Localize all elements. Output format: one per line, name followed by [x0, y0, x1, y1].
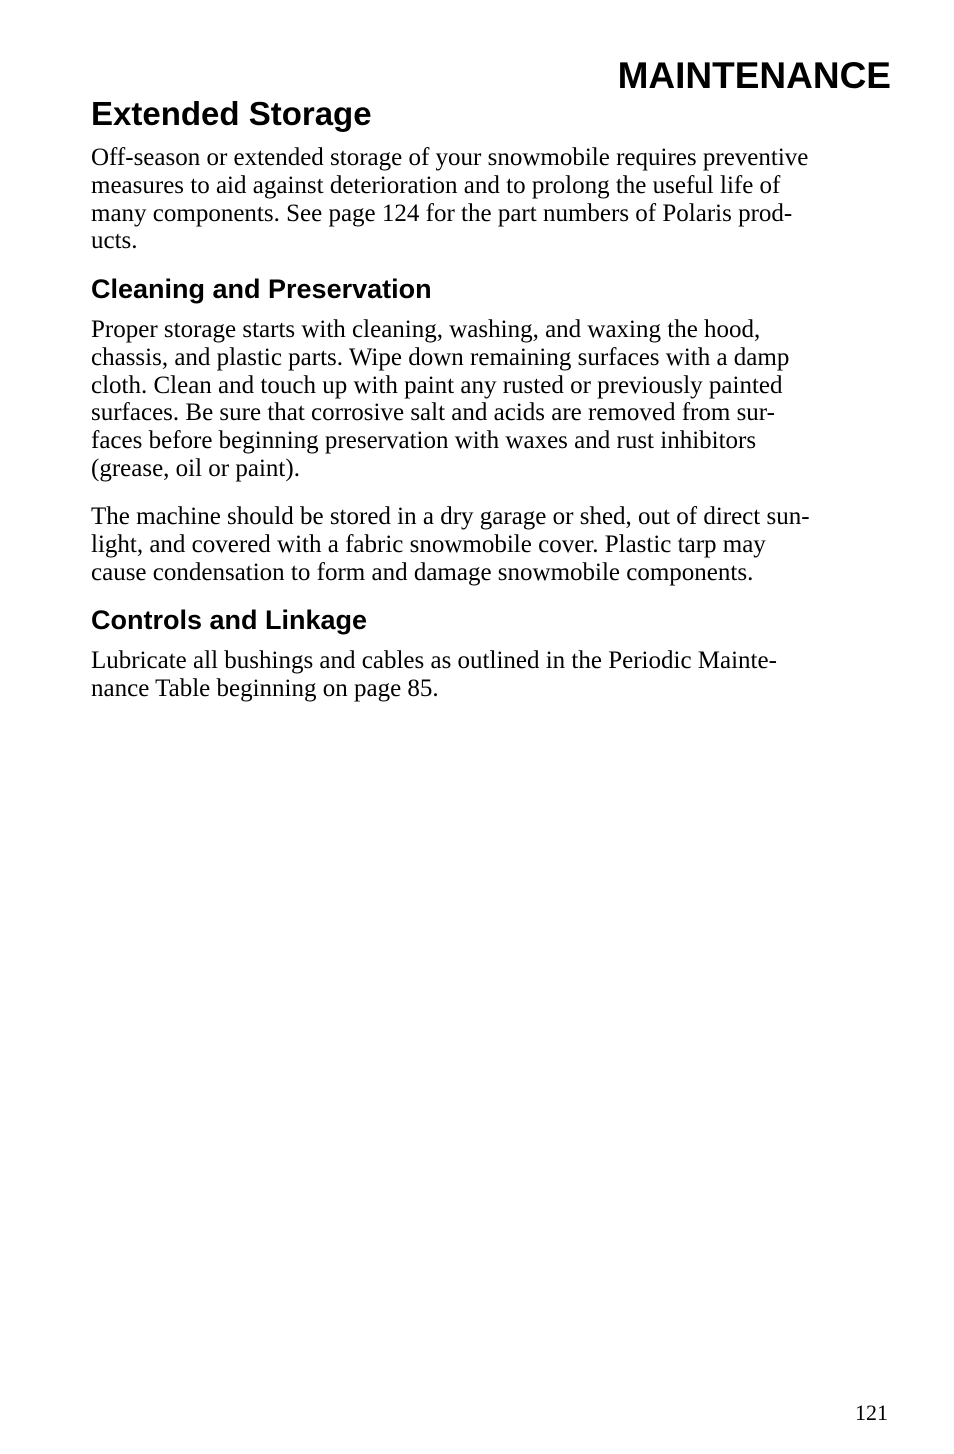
cleaning-paragraph-1: Proper storage starts with cleaning, washing, and waxing the hood, chassis, and plastic parts. Wipe down remaining surfaces with a damp cloth. Clean and touch up with paint any rusted or previously painted surfaces. Be sure that corrosive salt and acids are removed from sur- faces before beginning preservation with waxes and rust inhibitors (grease, oil or paint).: [91, 316, 790, 482]
extended-storage-paragraph: Off-season or extended storage of your snowmobile requires preventive measures to aid against deterioration and to prolong the useful life of many components. See page 124 for the part numbers of Polaris prod- ucts.: [91, 144, 809, 255]
page-number: 121: [855, 1400, 888, 1425]
cleaning-paragraph-2: The machine should be stored in a dry garage or shed, out of direct sun- light, and covered with a fabric snowmobile cover. Plastic tarp may cause condensation to form and damage snowmobile components.: [91, 503, 810, 586]
controls-paragraph: Lubricate all bushings and cables as outlined in the Periodic Mainte- nance Table beginning on page 85.: [91, 647, 777, 702]
subheading-cleaning-and-preservation: Cleaning and Preservation: [91, 274, 432, 304]
section-heading-extended-storage: Extended Storage: [91, 95, 372, 132]
chapter-title: MAINTENANCE: [617, 55, 891, 96]
subheading-controls-and-linkage: Controls and Linkage: [91, 605, 368, 635]
